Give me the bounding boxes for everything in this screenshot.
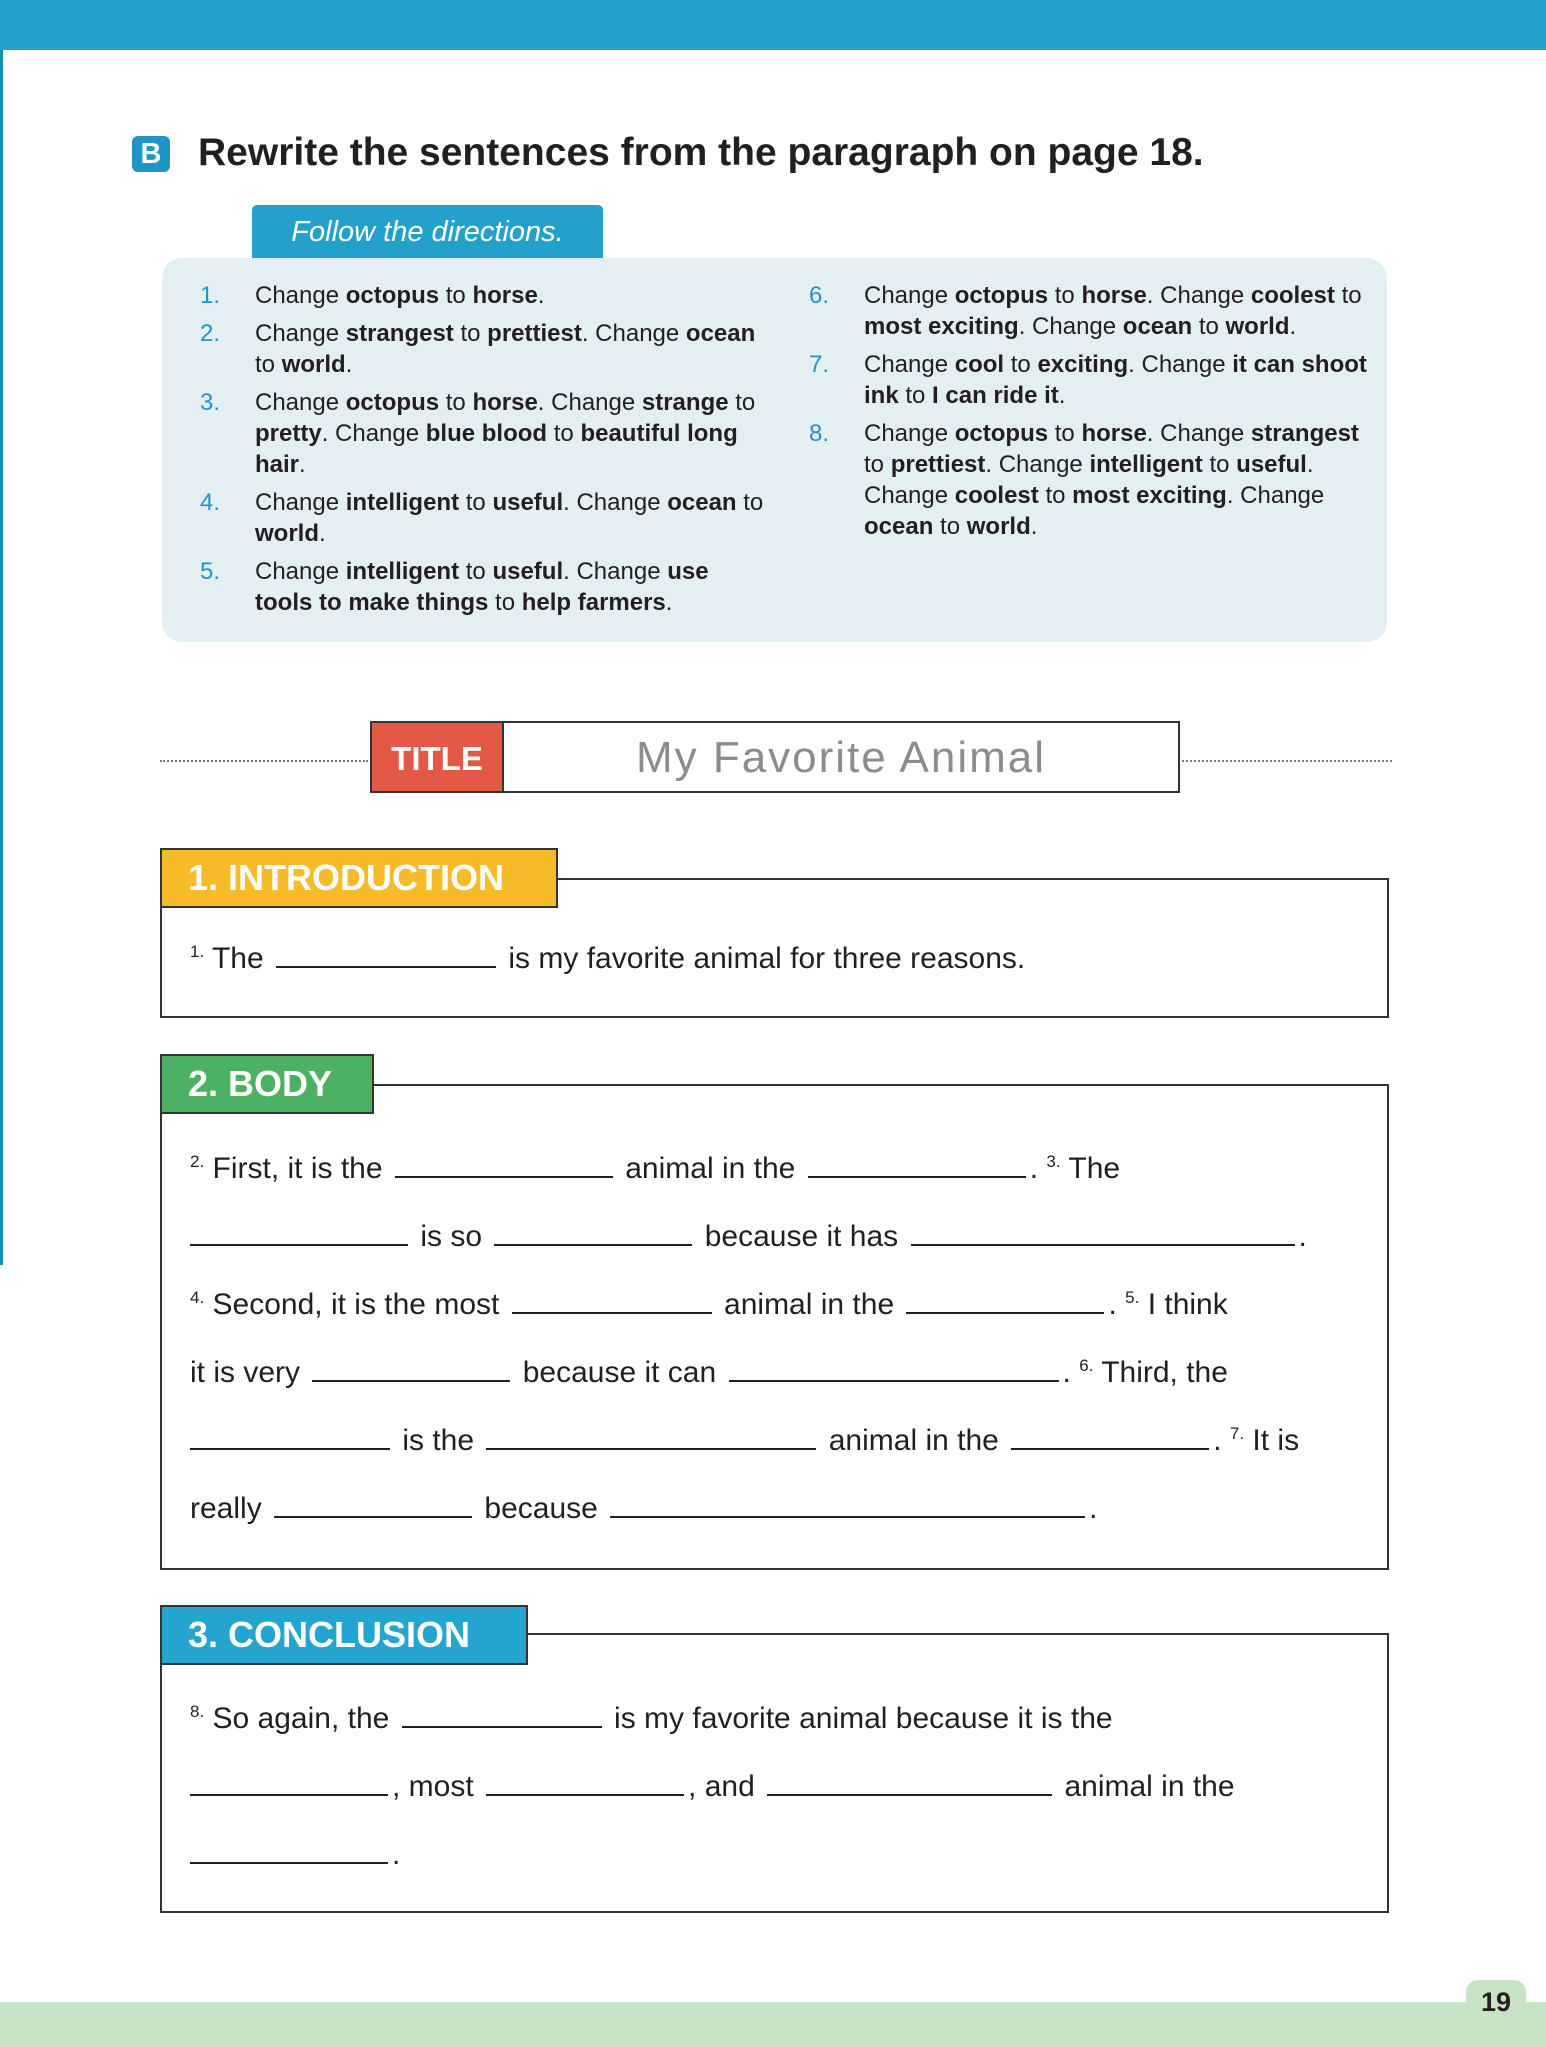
sentence-text: because it has	[704, 1220, 899, 1253]
answer-blank[interactable]	[1011, 1422, 1209, 1450]
sentence-text: animal in the	[828, 1424, 999, 1457]
body-line-6	[190, 1490, 1360, 1526]
answer-blank[interactable]	[190, 1768, 388, 1796]
introduction-sentence-1	[190, 940, 1360, 976]
direction-number: 5.	[200, 558, 221, 585]
answer-blank[interactable]	[395, 1150, 613, 1178]
direction-text: Change intelligent to useful. Change use tools to make things to help farmers.	[255, 558, 709, 616]
direction-number: 2.	[200, 320, 221, 347]
answer-blank[interactable]	[911, 1218, 1295, 1246]
top-color-bar	[0, 0, 1546, 50]
direction-item	[809, 418, 1369, 542]
sentence-text: , and	[688, 1770, 755, 1803]
body-line-2	[190, 1218, 1360, 1254]
sentence-text: animal in the	[724, 1288, 895, 1321]
sentence-text: .	[1108, 1288, 1117, 1321]
direction-text: Change intelligent to useful. Change ocean to world.	[255, 489, 764, 547]
direction-item	[200, 487, 765, 549]
page-heading: Rewrite the sentences from the paragraph on page 18.	[198, 131, 1204, 174]
sentence-text: The	[1068, 1152, 1121, 1185]
sentence-text: is my favorite animal for three reasons.	[508, 942, 1026, 975]
directions-tab: Follow the directions.	[252, 205, 603, 259]
answer-blank[interactable]	[610, 1490, 1085, 1518]
title-label: TITLE	[370, 721, 502, 793]
direction-text: Change octopus to horse.	[255, 282, 545, 309]
direction-text: Change octopus to horse. Change strange to pretty. Change blue blood to beautiful long hair.	[255, 389, 756, 478]
directions-right-column	[809, 280, 1369, 549]
answer-blank[interactable]	[486, 1422, 816, 1450]
direction-text: Change strangest to prettiest. Change ocean to world.	[255, 320, 756, 378]
direction-number: 6.	[809, 282, 830, 309]
sentence-text: Second, it is the most	[212, 1288, 500, 1321]
sentence-text: First, it is the	[212, 1152, 383, 1185]
sentence-text: animal in the	[625, 1152, 796, 1185]
sentence-text: .	[1298, 1220, 1307, 1253]
sentence-number: 3.	[1046, 1152, 1061, 1171]
sentence-text: animal in the	[1064, 1770, 1235, 1803]
page-number: 19	[1466, 1980, 1526, 2024]
conclusion-tab: 3. CONCLUSION	[160, 1605, 528, 1665]
sentence-number: 1.	[190, 942, 205, 961]
direction-item	[809, 280, 1369, 342]
direction-text: Change cool to exciting. Change it can shoot ink to I can ride it.	[864, 351, 1367, 409]
conclusion-line-1	[190, 1700, 1360, 1736]
direction-item	[200, 387, 765, 480]
answer-blank[interactable]	[486, 1768, 684, 1796]
direction-number: 7.	[809, 351, 830, 378]
answer-blank[interactable]	[312, 1354, 510, 1382]
sentence-text: is the	[402, 1424, 475, 1457]
direction-item	[200, 556, 765, 618]
direction-item	[809, 349, 1369, 411]
sentence-text: because it can	[522, 1356, 717, 1389]
sentence-text: because	[484, 1492, 598, 1525]
section-letter-badge: B	[132, 136, 170, 172]
sentence-number: 2.	[190, 1152, 205, 1171]
answer-blank[interactable]	[512, 1286, 712, 1314]
answer-blank[interactable]	[729, 1354, 1059, 1382]
body-line-3	[190, 1286, 1360, 1322]
sentence-number: 5.	[1125, 1288, 1140, 1307]
conclusion-line-2	[190, 1768, 1360, 1804]
direction-text: Change octopus to horse. Change strangest to prettiest. Change intelligent to useful. Change coolest to most exciting. Change ocean to world.	[864, 420, 1359, 540]
sentence-text: .	[1089, 1492, 1098, 1525]
direction-number: 3.	[200, 389, 221, 416]
sentence-text: is my favorite animal because it is the	[614, 1702, 1113, 1735]
title-dotted-line-left	[160, 760, 368, 762]
sentence-text: , most	[392, 1770, 474, 1803]
answer-blank[interactable]	[190, 1218, 408, 1246]
sentence-number: 7.	[1229, 1424, 1245, 1443]
answer-blank[interactable]	[808, 1150, 1026, 1178]
sentence-text: So again, the	[212, 1702, 390, 1735]
sentence-number: 4.	[190, 1288, 205, 1307]
body-tab: 2. BODY	[160, 1054, 374, 1114]
direction-number: 8.	[809, 420, 830, 447]
sentence-text: is so	[420, 1220, 483, 1253]
answer-blank[interactable]	[274, 1490, 472, 1518]
answer-blank[interactable]	[276, 940, 496, 968]
title-input[interactable]: My Favorite Animal	[502, 721, 1180, 793]
conclusion-line-3	[190, 1836, 1360, 1872]
direction-number: 4.	[200, 489, 221, 516]
sentence-text: I think	[1147, 1288, 1228, 1321]
direction-text: Change octopus to horse. Change coolest to most exciting. Change ocean to world.	[864, 282, 1362, 340]
directions-left-column	[200, 280, 765, 625]
body-line-1	[190, 1150, 1360, 1186]
sentence-text: .	[1062, 1356, 1071, 1389]
title-dotted-line-right	[1182, 760, 1392, 762]
sentence-text: It is	[1252, 1424, 1300, 1457]
sentence-text: it is very	[190, 1356, 301, 1389]
sentence-text: The	[211, 942, 264, 975]
answer-blank[interactable]	[494, 1218, 692, 1246]
answer-blank[interactable]	[190, 1836, 388, 1864]
sentence-text: Third, the	[1101, 1356, 1228, 1389]
answer-blank[interactable]	[190, 1422, 390, 1450]
sentence-text: .	[1213, 1424, 1222, 1457]
sentence-number: 6.	[1079, 1356, 1094, 1375]
direction-item	[200, 280, 765, 311]
directions-box	[162, 258, 1387, 642]
left-edge-strip	[0, 50, 3, 1265]
sentence-text: .	[392, 1838, 401, 1871]
direction-item	[200, 318, 765, 380]
sentence-text: .	[1029, 1152, 1039, 1185]
answer-blank[interactable]	[906, 1286, 1104, 1314]
answer-blank[interactable]	[767, 1768, 1052, 1796]
introduction-tab: 1. INTRODUCTION	[160, 848, 558, 908]
sentence-text: really	[190, 1492, 262, 1525]
body-line-5	[190, 1422, 1360, 1458]
bottom-color-bar	[0, 2002, 1546, 2047]
body-line-4	[190, 1354, 1360, 1390]
answer-blank[interactable]	[402, 1700, 602, 1728]
sentence-number: 8.	[190, 1702, 205, 1721]
direction-number: 1.	[200, 282, 221, 309]
